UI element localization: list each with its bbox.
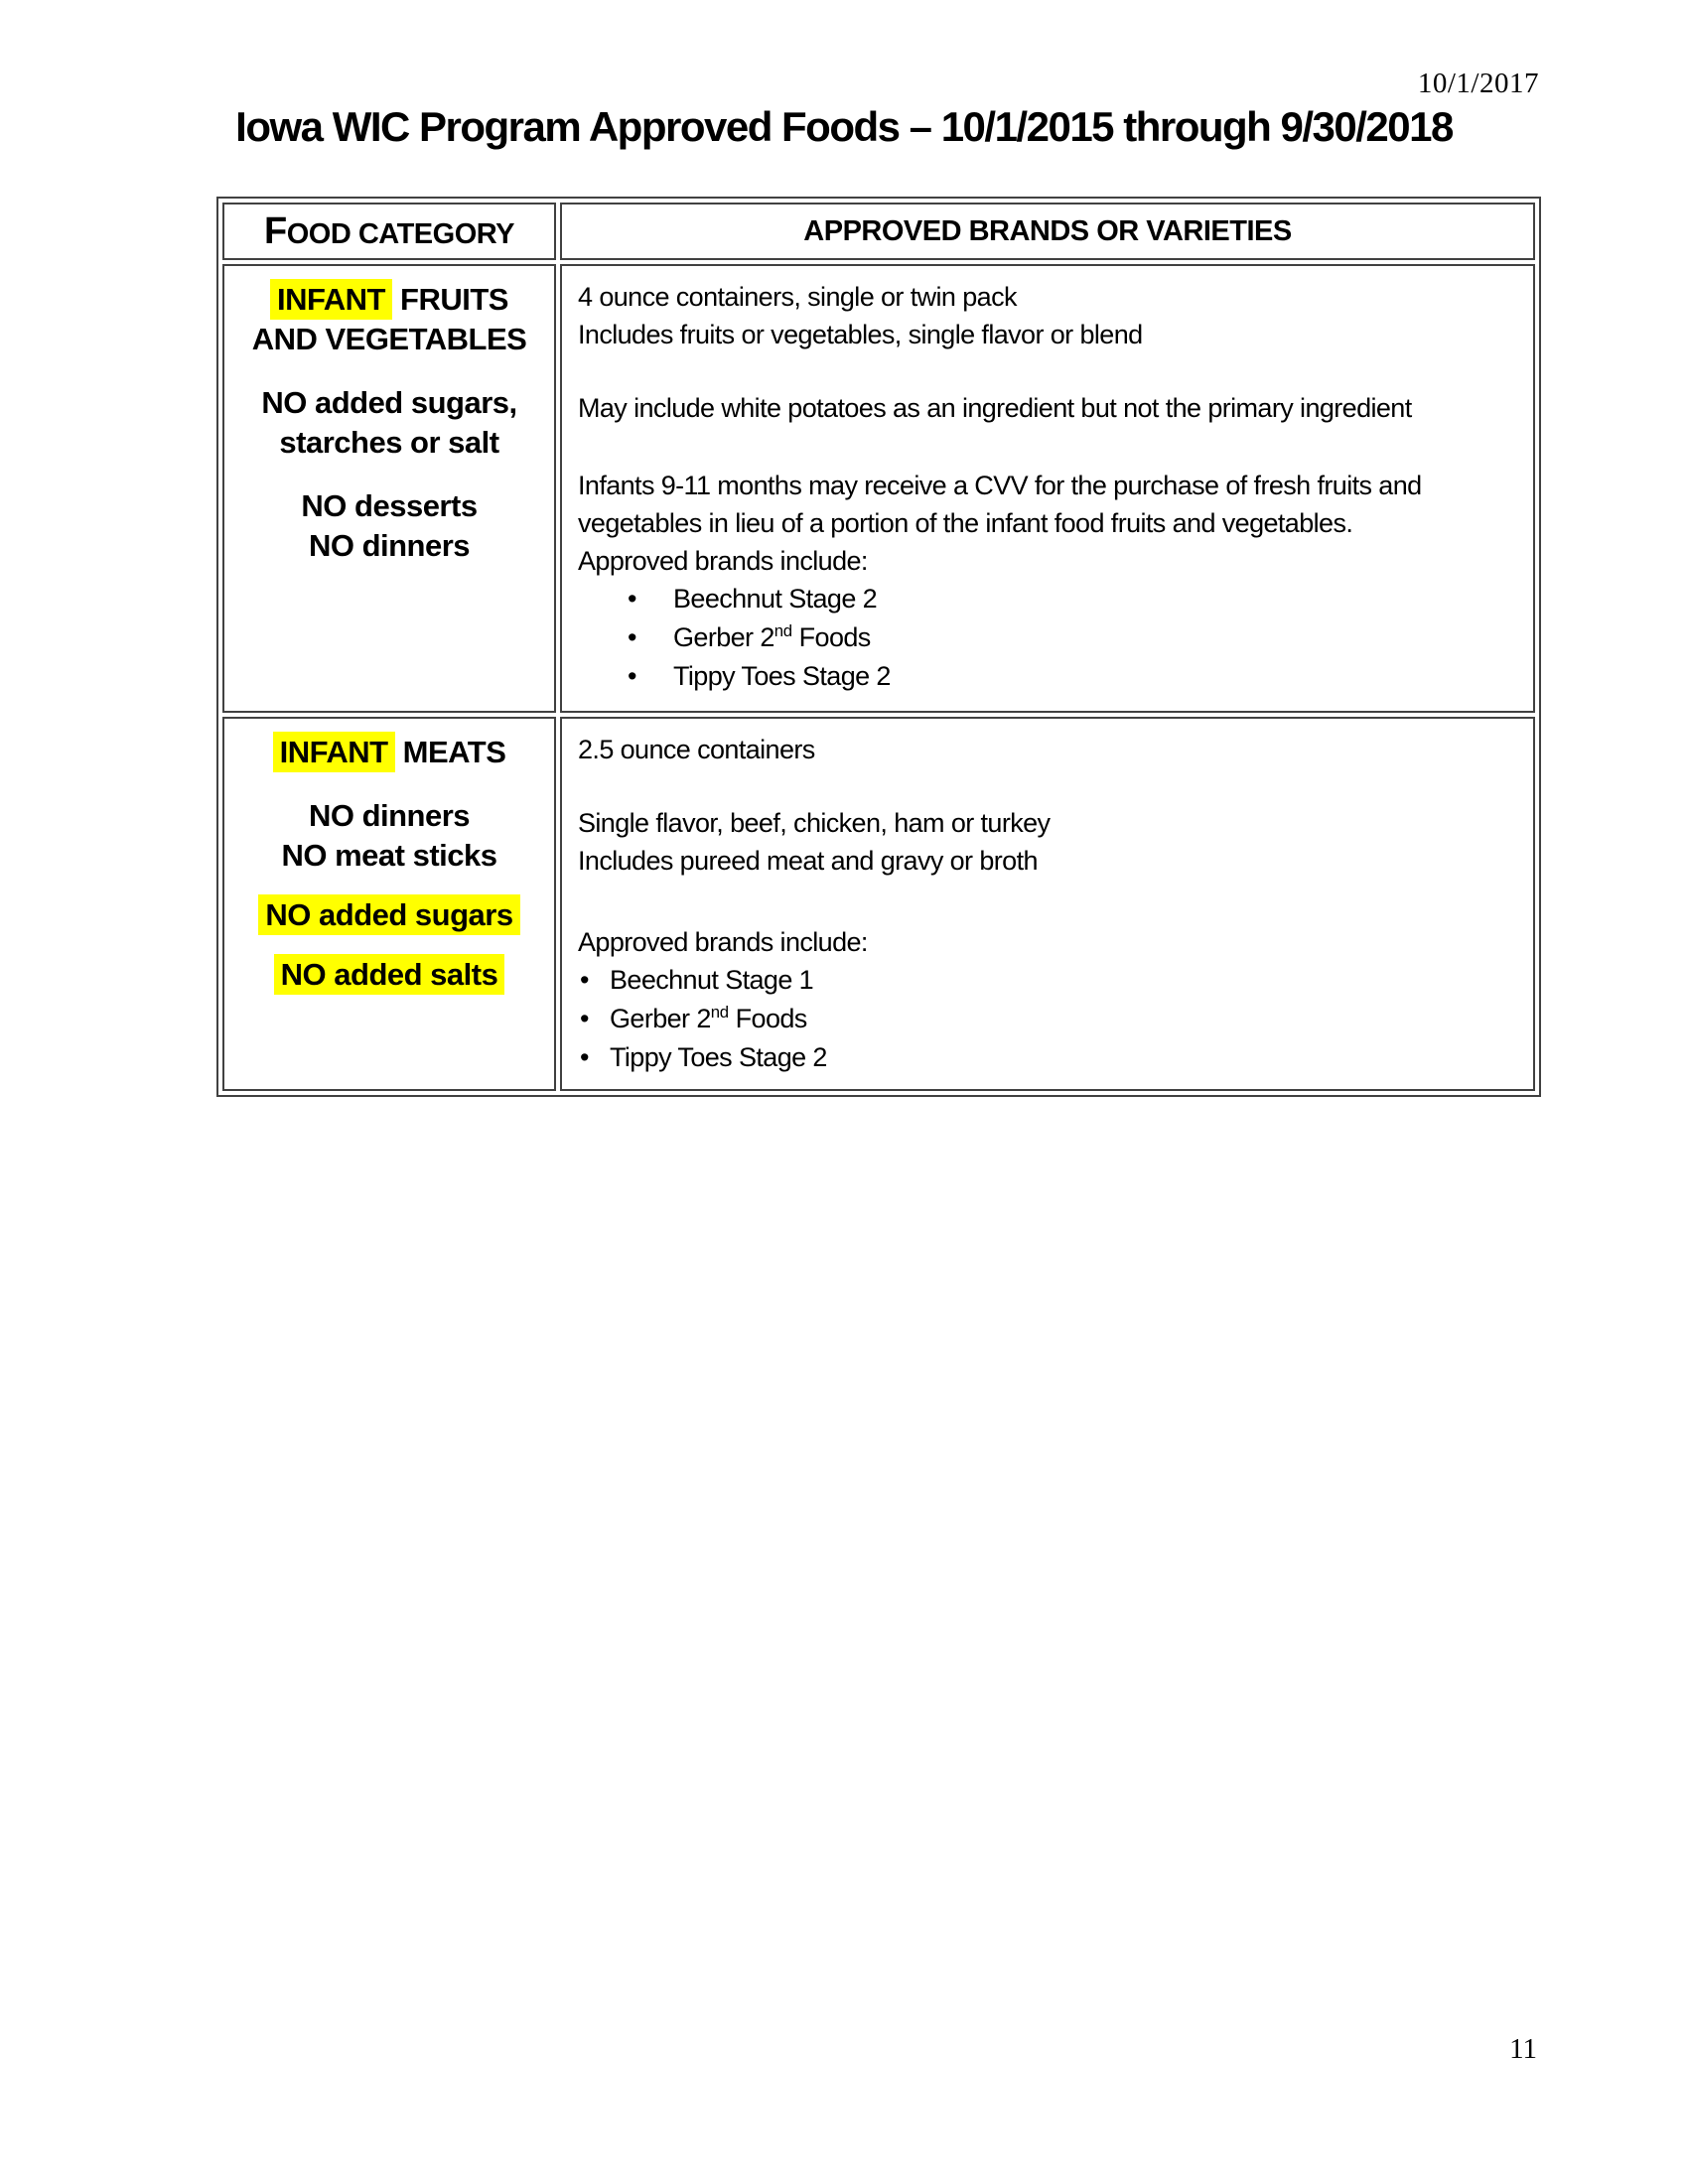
table-row-infant-fruits-vegetables xyxy=(222,264,1535,713)
detail-line: Includes fruits or vegetables, single flavor or blend xyxy=(578,320,1143,349)
header-label: OOD CATEGORY xyxy=(286,217,514,250)
brand-name-text: Tippy Toes Stage 2 xyxy=(673,661,891,691)
detail-line: Infants 9-11 months may receive a CVV for the purchase of fresh fruits and vegetables in lieu of a portion of the infant food fruits and vegetables. xyxy=(578,471,1422,538)
brand-name-superscript: nd xyxy=(710,1003,729,1022)
category-name-line xyxy=(230,733,548,772)
bullet-icon: • xyxy=(628,661,636,691)
brand-name xyxy=(673,580,877,618)
brand-list-item xyxy=(578,618,1517,657)
header-label: APPROVED BRANDS OR VARIETIES xyxy=(803,214,1292,247)
brand-list-item xyxy=(578,961,1517,1000)
brand-name-text: Tippy Toes Stage 2 xyxy=(610,1042,827,1072)
note-line: starches or salt xyxy=(279,425,499,460)
note-line: NO meat sticks xyxy=(281,838,497,873)
page-title: Iowa WIC Program Approved Foods – 10/1/2015 through 9/30/2018 xyxy=(235,103,1453,150)
header-initial-letter: F xyxy=(264,209,287,252)
category-name-text: FRUITS xyxy=(391,282,508,317)
brand-list-item xyxy=(578,1000,1517,1038)
detail-paragraph xyxy=(578,467,1517,580)
note-line: NO added sugars, xyxy=(261,385,517,420)
brand-name-text: Gerber 2 xyxy=(673,622,774,652)
brand-list xyxy=(578,580,1517,696)
details-cell-infant-meats xyxy=(560,717,1535,1091)
brand-name xyxy=(610,1038,827,1077)
category-cell-infant-fruits-vegetables xyxy=(222,264,556,713)
details-cell-infant-fruits-vegetables xyxy=(560,264,1535,713)
bullet-icon: • xyxy=(580,1004,589,1033)
category-name-line xyxy=(230,280,548,320)
category-name xyxy=(230,733,548,772)
detail-paragraph xyxy=(578,804,1517,880)
note-line: NO desserts xyxy=(301,488,478,523)
note-line: NO dinners xyxy=(308,528,471,563)
brand-name-text: Foods xyxy=(791,622,871,652)
brand-list xyxy=(578,961,1517,1077)
highlighted-text: INFANT xyxy=(270,279,392,320)
note-line: NO dinners xyxy=(308,798,471,833)
category-note xyxy=(230,383,548,463)
brand-name-text: Beechnut Stage 1 xyxy=(610,965,814,995)
category-name-line: AND VEGETABLES xyxy=(251,322,527,356)
table-header-row xyxy=(222,203,1535,260)
highlighted-text: INFANT xyxy=(273,732,395,772)
highlighted-text: NO added salts xyxy=(274,954,505,995)
approved-foods-table xyxy=(216,197,1541,1097)
category-cell-infant-meats xyxy=(222,717,556,1091)
brand-name xyxy=(673,618,871,657)
column-header-food-category xyxy=(222,203,556,260)
bullet-icon: • xyxy=(580,965,589,995)
category-name-text: MEATS xyxy=(394,735,506,769)
brand-list-item xyxy=(578,1038,1517,1077)
detail-paragraph: May include white potatoes as an ingredient but not the primary ingredient xyxy=(578,393,1412,423)
brand-list-item xyxy=(578,657,1517,696)
detail-line: 4 ounce containers, single or twin pack xyxy=(578,282,1017,312)
brands-label: Approved brands include: xyxy=(578,546,868,576)
column-header-approved-brands xyxy=(560,203,1535,260)
brand-list-item xyxy=(578,580,1517,618)
bullet-icon: • xyxy=(628,584,636,614)
detail-paragraph: 2.5 ounce containers xyxy=(578,735,815,764)
brand-name-superscript: nd xyxy=(774,621,792,640)
category-name xyxy=(230,280,548,359)
bullet-icon: • xyxy=(628,622,636,652)
page-number: 11 xyxy=(1509,2033,1537,2065)
detail-line: Includes pureed meat and gravy or broth xyxy=(578,846,1038,876)
brand-name-text: Beechnut Stage 2 xyxy=(673,584,878,614)
category-note-highlighted xyxy=(230,895,548,935)
brand-name-text: Foods xyxy=(728,1004,807,1033)
detail-paragraph xyxy=(578,278,1517,353)
document-date: 10/1/2017 xyxy=(1417,68,1539,99)
category-note-highlighted xyxy=(230,955,548,995)
detail-line: Single flavor, beef, chicken, ham or turkey xyxy=(578,808,1051,838)
brands-label: Approved brands include: xyxy=(578,927,868,957)
bullet-icon: • xyxy=(580,1042,589,1072)
brand-name xyxy=(610,1000,807,1038)
highlighted-text: NO added sugars xyxy=(258,894,519,935)
category-note xyxy=(230,486,548,566)
category-note xyxy=(230,796,548,876)
brand-name xyxy=(673,657,891,696)
brand-name xyxy=(610,961,813,1000)
brand-name-text: Gerber 2 xyxy=(610,1004,711,1033)
table-row-infant-meats xyxy=(222,717,1535,1091)
